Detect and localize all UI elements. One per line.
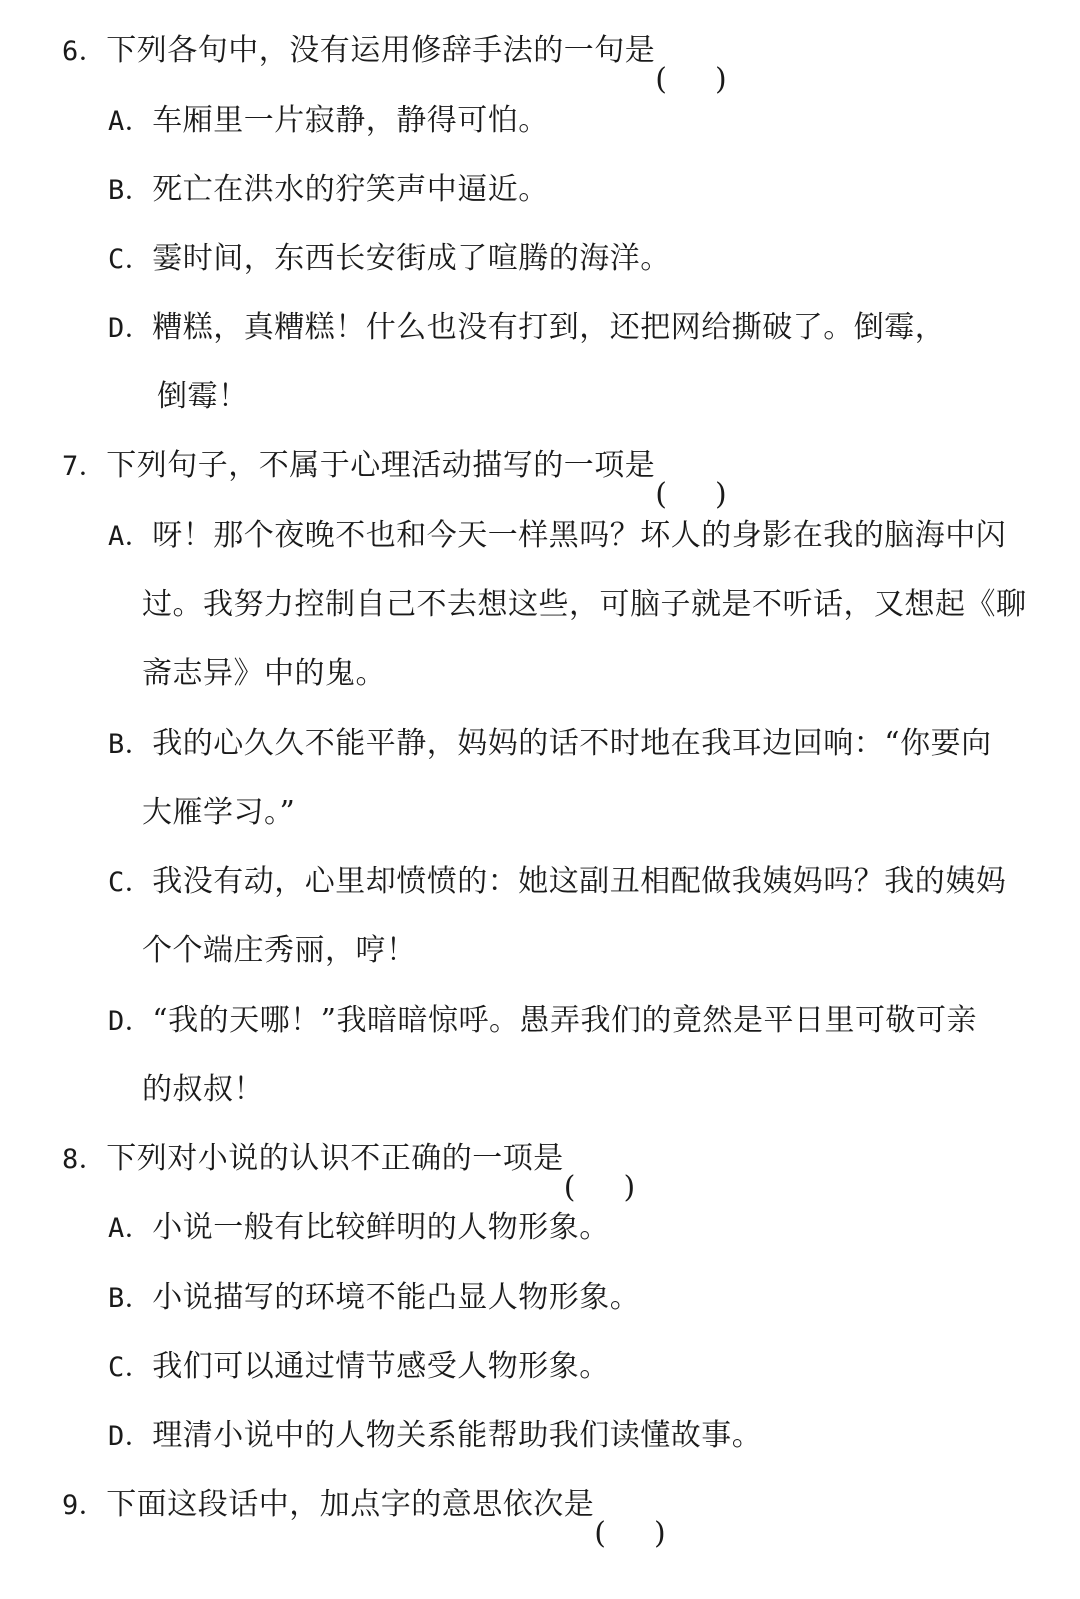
option-text: 大雁学习。” [142,795,296,830]
option-text: 我没有动，心里却愤愤的：她这副丑相配做我姨妈吗？我的姨妈 [152,864,1007,899]
option-text: 死亡在洪水的狞笑声中逼近。 [152,172,549,207]
question-text: 下列句子，不属于心理活动描写的一项是 [106,448,656,483]
question-7-option-c [108,862,1006,903]
question-number: 8． [62,1144,107,1175]
option-label: A． [108,106,153,137]
option-text: 我们可以通过情节感受人物形象。 [152,1349,610,1384]
question-7-option-a [108,516,1006,557]
question-text: 下列各句中，没有运用修辞手法的一句是 [106,33,656,68]
option-label: C． [108,867,153,898]
option-label: C． [108,244,153,275]
question-number: 9． [62,1490,107,1521]
question-8-option-a [108,1208,610,1249]
question-8-option-b [108,1278,640,1319]
question-8-stem [62,1139,636,1180]
option-text: 个个端庄秀丽，哼！ [142,933,417,968]
option-label: A． [108,1213,153,1244]
question-7-option-d [108,1001,977,1042]
question-number: 7． [62,451,107,482]
question-6-option-d [108,308,945,349]
question-7-stem [62,446,727,487]
question-7-option-a-continued [142,654,386,694]
question-6-stem [62,31,727,72]
option-label: B． [108,729,153,760]
option-text: 我的心久久不能平静，妈妈的话不时地在我耳边回响：“你要向 [152,726,992,761]
question-7-option-b-continued [142,793,295,833]
option-text: 倒霉！ [157,379,249,414]
option-label: D． [108,1006,153,1037]
option-text: 车厢里一片寂静，静得可怕。 [152,103,549,138]
question-7-option-c-continued [142,931,417,971]
question-number: 6． [62,36,107,67]
question-7-option-b [108,724,992,765]
question-text: 下列对小说的认识不正确的一项是 [106,1141,564,1176]
option-text: 小说一般有比较鲜明的人物形象。 [152,1210,610,1245]
option-label: A． [108,521,153,552]
option-text: 过。我努力控制自己不去想这些，可脑子就是不听话，又想起《聊 [142,587,1027,622]
question-6-option-a [108,101,549,142]
option-text: 理清小说中的人物关系能帮助我们读懂故事。 [152,1418,763,1453]
option-label: B． [108,1283,153,1314]
option-label: D． [108,313,153,344]
question-9-stem [62,1485,666,1526]
question-6-option-d-continued [157,377,249,417]
option-label: D． [108,1421,153,1452]
question-6-option-c [108,239,671,280]
option-text: 小说描写的环境不能凸显人物形象。 [152,1280,641,1315]
question-text: 下面这段话中，加点字的意思依次是 [106,1487,595,1522]
option-label: C． [108,1352,153,1383]
option-text: 的叔叔！ [142,1072,264,1107]
option-text: 呀！那个夜晚不也和今天一样黑吗？坏人的身影在我的脑海中闪 [152,518,1007,553]
question-7-option-a-continued [142,585,1027,625]
question-8-option-c [108,1347,610,1388]
option-label: B． [108,175,153,206]
option-text: 糟糕，真糟糕！什么也没有打到，还把网给撕破了。倒霉， [152,310,946,345]
option-text: “我的天哪！”我暗暗惊呼。愚弄我们的竟然是平日里可敬可亲 [152,1003,977,1038]
option-text: 霎时间，东西长安街成了喧腾的海洋。 [152,241,671,276]
question-8-option-d [108,1416,762,1457]
option-text: 斋志异》中的鬼。 [142,656,386,691]
question-7-option-d-continued [142,1070,264,1110]
question-6-option-b [108,170,549,211]
